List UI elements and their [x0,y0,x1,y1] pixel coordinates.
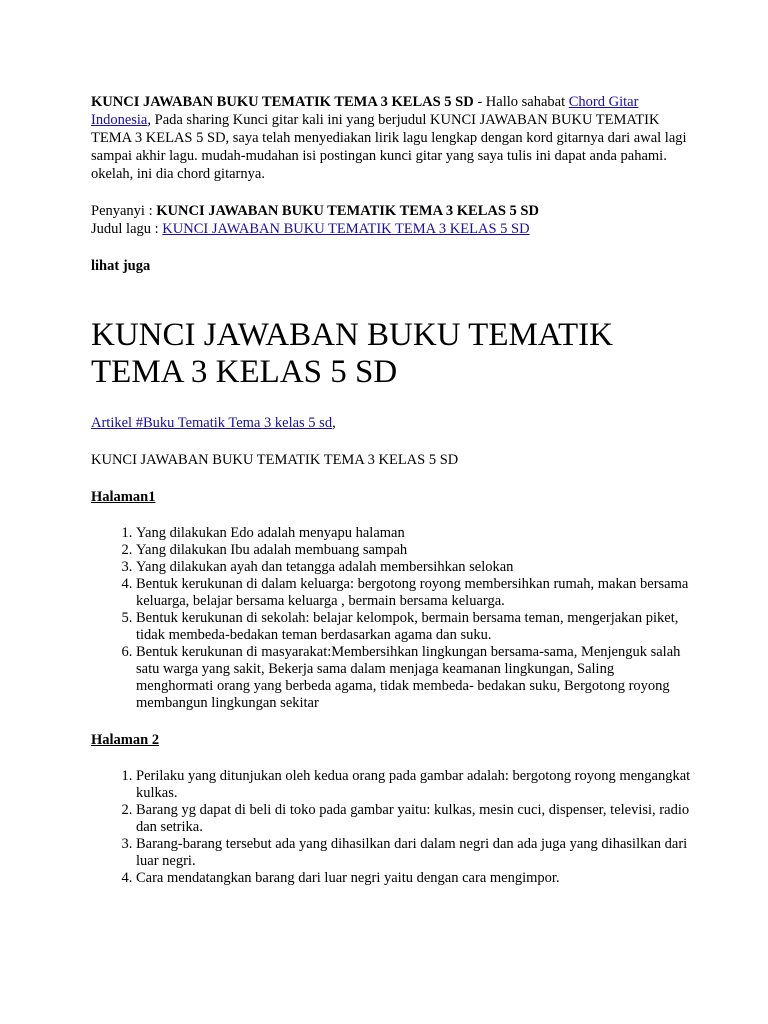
song-title-label: Judul lagu : [91,221,163,237]
singer-label: Penyanyi : [91,203,157,219]
tag-suffix: , [332,415,336,431]
singer-value: KUNCI JAWABAN BUKU TEMATIK TEMA 3 KELAS 5 SD [156,203,539,219]
article-subtitle: KUNCI JAWABAN BUKU TEMATIK TEMA 3 KELAS 5 SD [91,452,459,468]
song-meta [91,202,691,238]
chord-gitar-link[interactable]: Chord Gitar Indonesia [91,94,639,128]
section-heading-halaman2 [91,731,691,749]
section-heading-text: Halaman1 [91,489,156,505]
list-item: 4. Bentuk kerukunan di dalam keluarga: bergotong royong membersihkan rumah, makan bersama keluarga, belajar bersama keluarga , bermain bersama keluarga. [136,576,691,610]
list-item: 3. Yang dilakukan ayah dan tetangga adalah membersihkan selokan [136,559,691,576]
list-item: 2. Barang yg dapat di beli di toko pada gambar yaitu: kulkas, mesin cuci, dispenser, televisi, radio dan setrika. [136,802,691,836]
list-item: 1. Yang dilakukan Edo adalah menyapu halaman [136,525,691,542]
list-item: 4. Cara mendatangkan barang dari luar negri yaitu dengan cara mengimpor. [136,870,691,887]
list-item: 2. Yang dilakukan Ibu adalah membuang sampah [136,542,691,559]
list-item: 3. Barang-barang tersebut ada yang dihasilkan dari dalam negri dan ada juga yang dihasilkan dari luar negri. [136,836,691,870]
list-item: 6. Bentuk kerukunan di masyarakat:Membersihkan lingkungan bersama-sama, Menjenguk salah satu warga yang sakit, Bekerja sama dalam menjaga keamanan lingkungan, Saling menghormati orang yang berbeda agama, tidak membeda- bedakan suku, Bergotong royong membangun lingkungan sekitar [136,644,691,712]
answer-list-halaman2 [91,768,691,887]
see-also-label: lihat juga [91,258,151,274]
section-heading-halaman1 [91,488,691,506]
answer-list-halaman1 [91,525,691,712]
document-content [91,93,691,906]
tag-link[interactable]: Artikel #Buku Tematik Tema 3 kelas 5 sd [91,415,333,431]
intro-paragraph [91,93,691,183]
page-title: KUNCI JAWABAN BUKU TEMATIK TEMA 3 KELAS 5 SD [91,317,613,390]
intro-body: , Pada sharing Kunci gitar kali ini yang berjudul KUNCI JAWABAN BUKU TEMATIK TEMA 3 KELAS 5 SD, saya telah menyediakan lirik lagu lengkap dengan kord gitarnya dari awal lagi sampai akhir lagu. mudah-mudahan isi postingan kunci gitar yang saya tulis ini dapat anda pahami. okelah, ini dia chord gitarnya. [91,112,687,182]
intro-greeting: - Hallo sahabat [473,94,569,110]
tags-line [91,414,691,432]
intro-title: KUNCI JAWABAN BUKU TEMATIK TEMA 3 KELAS 5 SD [91,94,474,110]
list-item: 1. Perilaku yang ditunjukan oleh kedua orang pada gambar adalah: bergotong royong mengangkat kulkas. [136,768,691,802]
song-title-link[interactable]: KUNCI JAWABAN BUKU TEMATIK TEMA 3 KELAS 5 SD [162,221,530,237]
list-item: 5. Bentuk kerukunan di sekolah: belajar kelompok, bermain bersama teman, mengerjakan piket, tidak membeda-bedakan teman berdasarkan agama dan suku. [136,610,691,644]
section-heading-text: Halaman 2 [91,732,160,748]
